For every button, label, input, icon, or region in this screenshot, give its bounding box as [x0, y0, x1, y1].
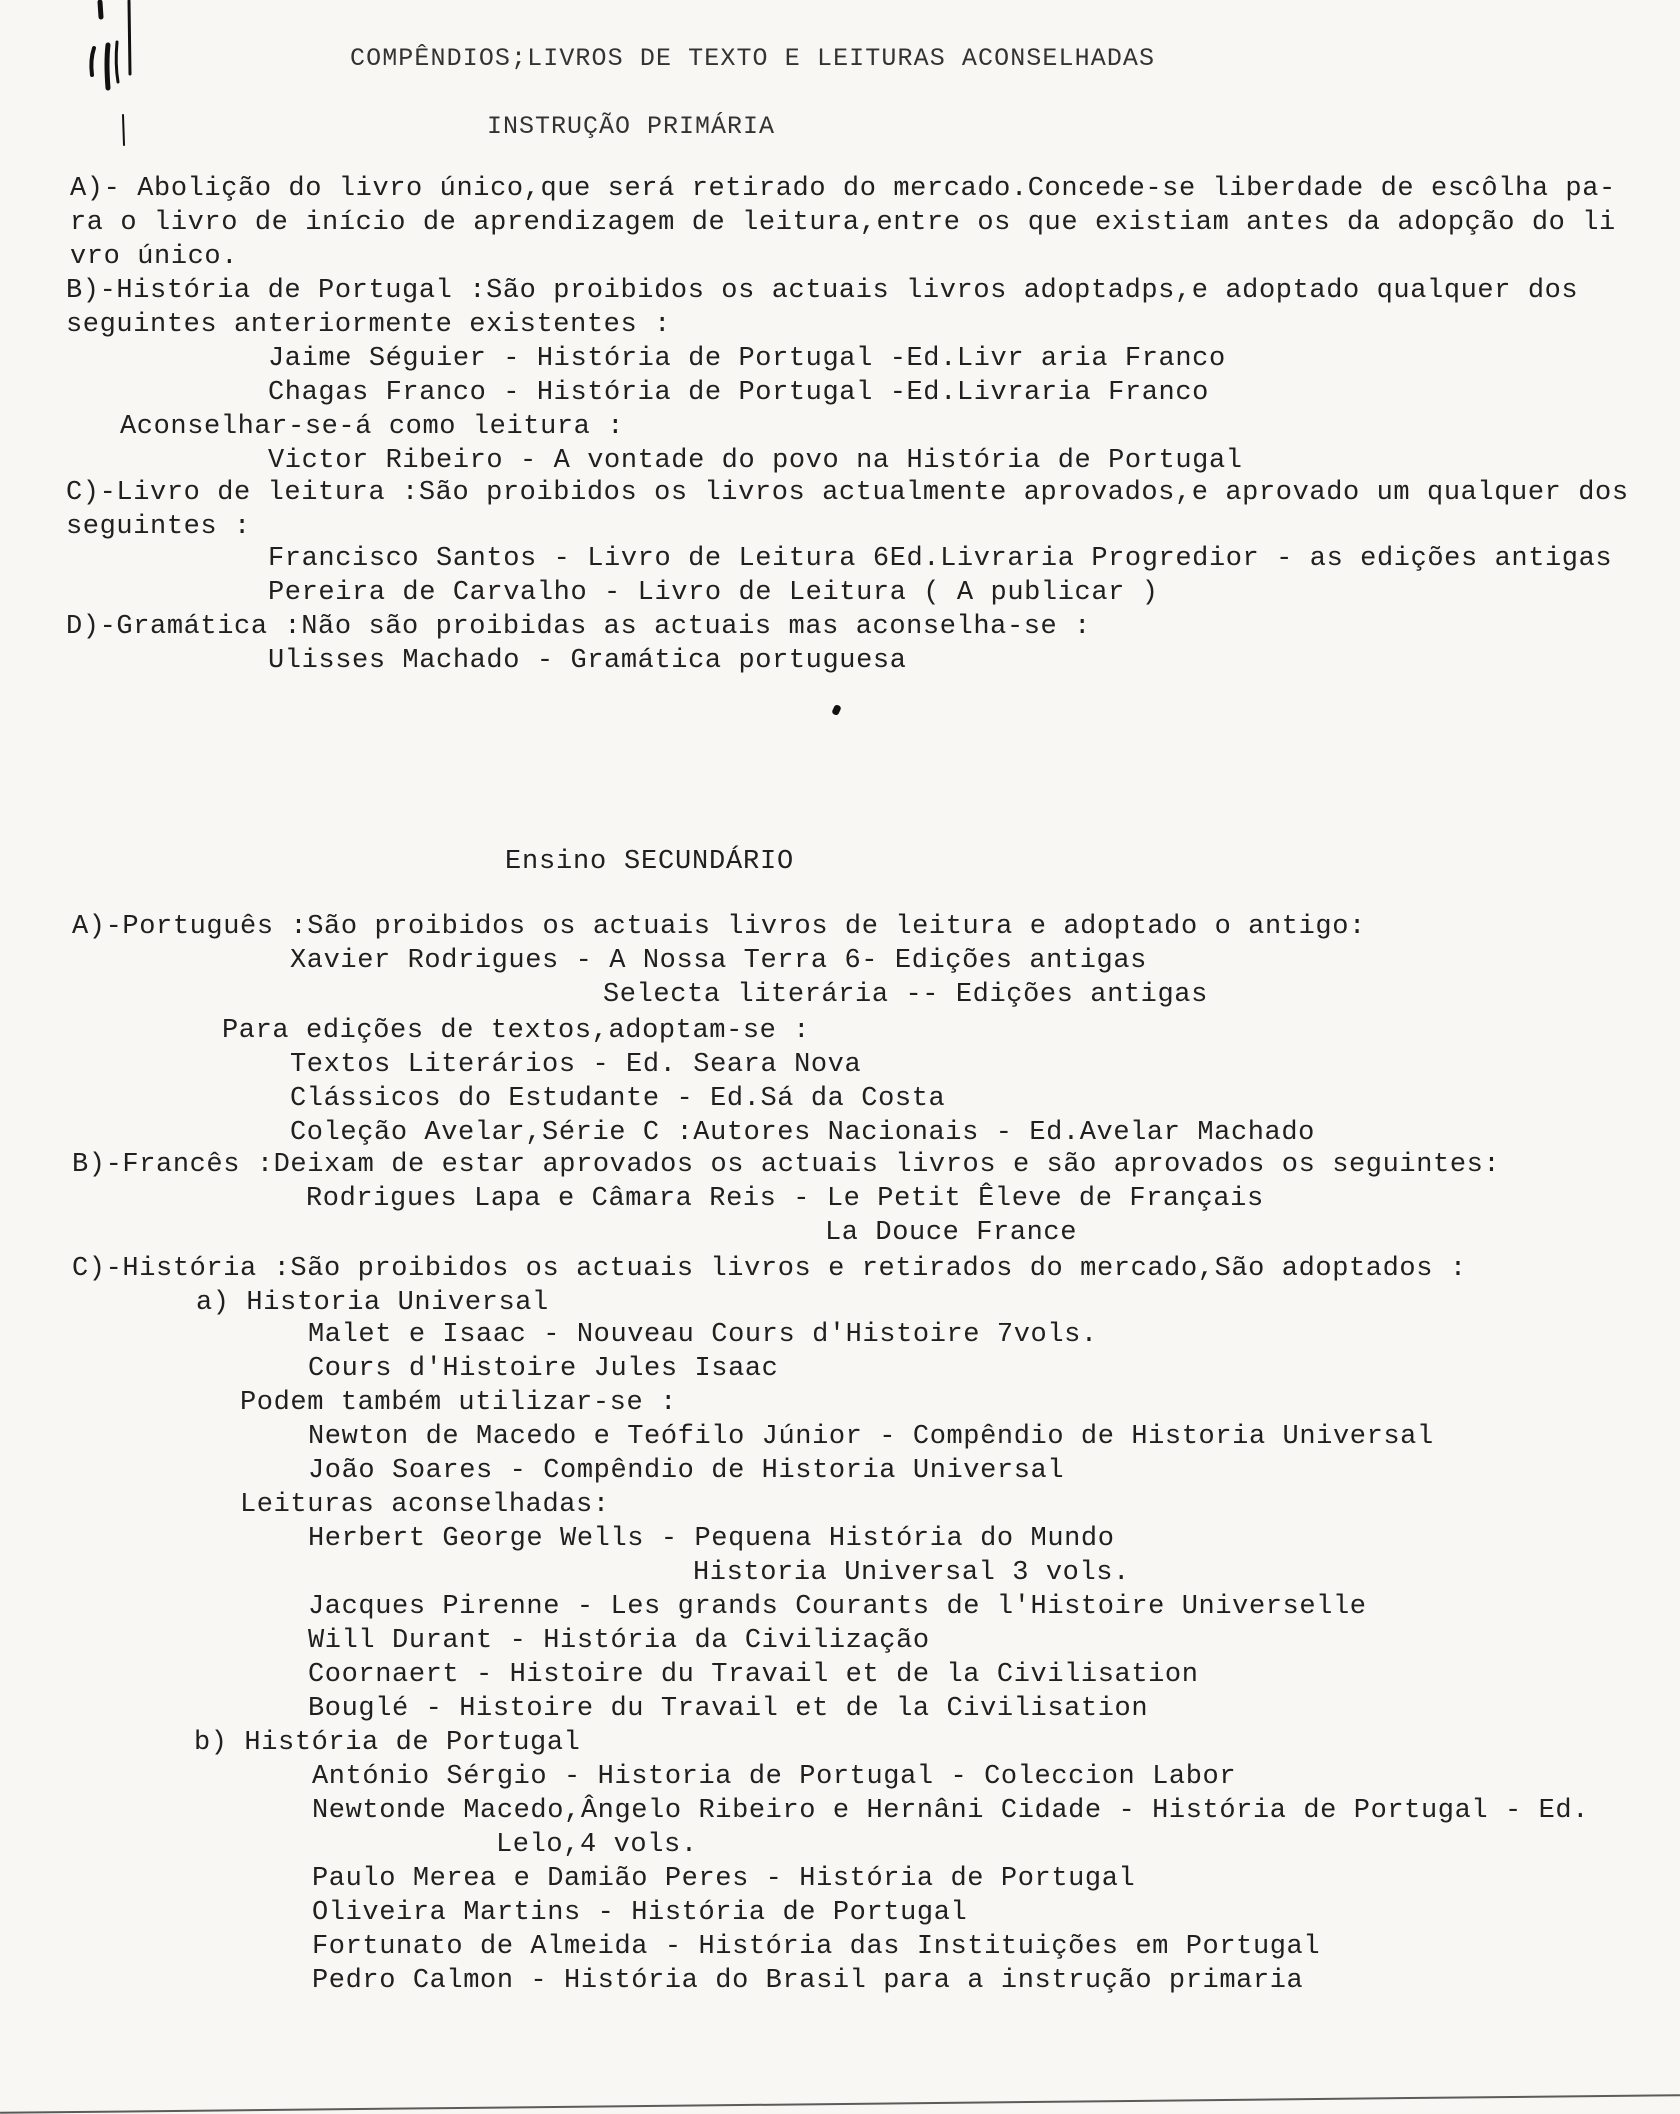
text-line: Aconselhar-se-á como leitura : [120, 412, 625, 442]
text-line: La Douce France [825, 1218, 1078, 1248]
text-line: B)-Francês :Deixam de estar aprovados os actuais livros e são aprovados os seguintes: [72, 1150, 1501, 1180]
text-line: Coleção Avelar,Série C :Autores Nacionais - Ed.Avelar Machado [290, 1118, 1315, 1148]
ink-dot [831, 704, 842, 716]
text-line: Clássicos do Estudante - Ed.Sá da Costa [290, 1084, 946, 1114]
text-line: Paulo Merea e Damião Peres - História de Portugal [312, 1864, 1136, 1894]
text-line: Leituras aconselhadas: [240, 1490, 610, 1520]
text-line: A)- Abolição do livro único,que será retirado do mercado.Concede-se liberdade de escôlha pa- [70, 174, 1616, 204]
text-line: Victor Ribeiro - A vontade do povo na História de Portugal [268, 446, 1243, 476]
document-title: COMPÊNDIOS;LIVROS DE TEXTO E LEITURAS ACONSELHADAS [350, 44, 1156, 73]
text-line: Jacques Pirenne - Les grands Courants de l'Histoire Universelle [308, 1592, 1367, 1622]
handwritten-margin-marks [84, 0, 184, 150]
text-line: B)-História de Portugal :São proibidos os actuais livros adoptadps,e adoptado qualquer dos [66, 276, 1579, 306]
text-line: Textos Literários - Ed. Seara Nova [290, 1050, 862, 1080]
text-line: Podem também utilizar-se : [240, 1388, 677, 1418]
text-line: Pedro Calmon - História do Brasil para a instrução primaria [312, 1966, 1304, 1996]
text-line: Bouglé - Histoire du Travail et de la Civilisation [308, 1694, 1149, 1724]
text-line: a) Historia Universal [196, 1288, 549, 1318]
text-line: Chagas Franco - História de Portugal -Ed.Livraria Franco [268, 378, 1209, 408]
text-line: Oliveira Martins - História de Portugal [312, 1898, 968, 1928]
text-line: b) História de Portugal [194, 1728, 581, 1758]
text-line: Francisco Santos - Livro de Leitura 6Ed.Livraria Progredior - as edições antigas [268, 544, 1613, 574]
text-line: Herbert George Wells - Pequena História do Mundo [308, 1524, 1115, 1554]
text-line: seguintes anteriormente existentes : [66, 310, 671, 340]
primary-heading: INSTRUÇÃO PRIMÁRIA [487, 112, 776, 141]
text-line: Malet e Isaac - Nouveau Cours d'Histoire 7vols. [308, 1320, 1098, 1350]
text-line: Rodrigues Lapa e Câmara Reis - Le Petit Êleve de Français [306, 1184, 1264, 1214]
text-line: Fortunato de Almeida - História das Instituições em Portugal [312, 1932, 1321, 1962]
text-line: Newtonde Macedo,Ângelo Ribeiro e Hernâni Cidade - História de Portugal - Ed. [312, 1796, 1589, 1826]
text-line: C)-Livro de leitura :São proibidos os livros actualmente aprovados,e aprovado um qualquer dos [66, 478, 1629, 508]
secondary-heading: Ensino SECUNDÁRIO [505, 847, 795, 877]
text-line: Ulisses Machado - Gramática portuguesa [268, 646, 907, 676]
text-line: Selecta literária -- Edições antigas [603, 980, 1208, 1010]
text-line: C)-História :São proibidos os actuais livros e retirados do mercado,São adoptados : [72, 1254, 1467, 1284]
page-bottom-edge [0, 2094, 1680, 2114]
text-line: vro único. [70, 242, 239, 272]
text-line: Jaime Séguier - História de Portugal -Ed.Livr aria Franco [268, 344, 1226, 374]
text-line: Para edições de textos,adoptam-se : [222, 1016, 811, 1046]
text-line: ra o livro de início de aprendizagem de leitura,entre os que existiam antes da adopção do li [70, 208, 1616, 238]
text-line: A)-Português :São proibidos os actuais livros de leitura e adoptado o antigo: [72, 912, 1366, 942]
text-line: Xavier Rodrigues - A Nossa Terra 6- Edições antigas [290, 946, 1147, 976]
text-line: Pereira de Carvalho - Livro de Leitura ( A publicar ) [268, 578, 1159, 608]
text-line: Newton de Macedo e Teófilo Júnior - Compêndio de Historia Universal [308, 1422, 1434, 1452]
text-line: D)-Gramática :Não são proibidas as actuais mas aconselha-se : [66, 612, 1091, 642]
text-line: Historia Universal 3 vols. [693, 1558, 1130, 1588]
text-line: João Soares - Compêndio de Historia Universal [308, 1456, 1065, 1486]
text-line: António Sérgio - Historia de Portugal - Coleccion Labor [312, 1762, 1237, 1792]
text-line: seguintes : [66, 512, 251, 542]
text-line: Lelo,4 vols. [496, 1830, 698, 1860]
text-line: Coornaert - Histoire du Travail et de la Civilisation [308, 1660, 1199, 1690]
text-line: Will Durant - História da Civilização [308, 1626, 930, 1656]
text-line: Cours d'Histoire Jules Isaac [308, 1354, 779, 1384]
